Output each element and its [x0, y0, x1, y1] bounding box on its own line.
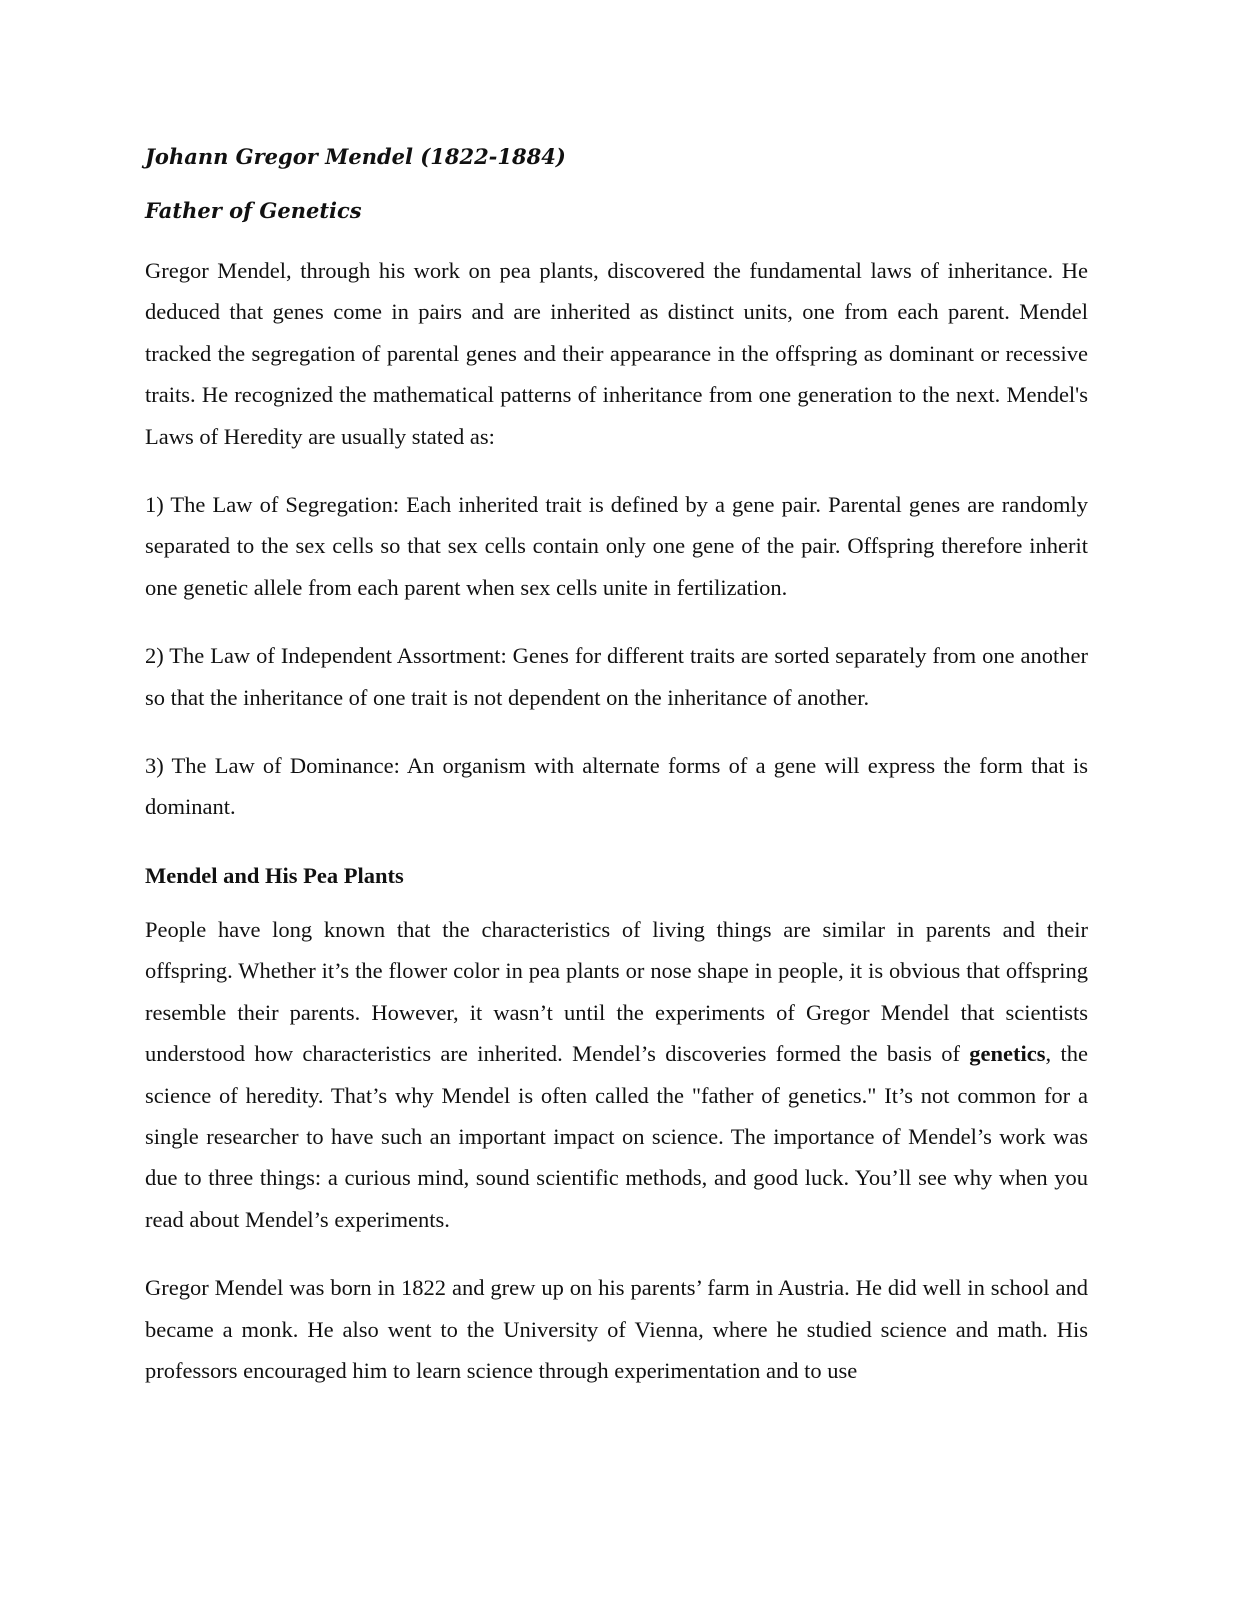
intro-paragraph: Gregor Mendel, through his work on pea plants, discovered the fundamental laws of inheritance. He deduced that genes come in pairs and are inherited as distinct units, one from each parent. Mendel tracked the segregation of parental genes and their appearance in the offspring as dominant or recessive traits. He recognized the mathematical patterns of inheritance from one generation to the next. Mendel's Laws of Heredity are usually stated as: [145, 258, 1088, 449]
law-independent-assortment-paragraph: 2) The Law of Independent Assortment: Genes for different traits are sorted separately from one another so that the inheritance of one trait is not dependent on the inheritance of another. [145, 643, 1088, 710]
paragraph-text: People have long known that the characteristics of living things are similar in parents and their offspring. Whether it’s the flower color in pea plants or nose shape in people, it is obvious that offspring resemble their parents. However, it wasn’t until the experiments of Gregor Mendel that scientists understood how characteristics are inherited. Mendel’s discoveries formed the basis of [145, 916, 1088, 1067]
law-segregation-paragraph: 1) The Law of Segregation: Each inherited trait is defined by a gene pair. Parental genes are randomly separated to the sex cells so that sex cells contain only one gene of the pair. Offspring therefore inherit one genetic allele from each parent when sex cells unite in fertilization. [145, 492, 1088, 600]
pea-plants-paragraph [145, 909, 1088, 1240]
biography-paragraph: Gregor Mendel was born in 1822 and grew up on his parents’ farm in Austria. He did well in school and became a monk. He also went to the University of Vienna, where he studied science and math. His professors encouraged him to learn science through experimentation and to use [145, 1275, 1088, 1383]
paragraph-text: , the science of heredity. That’s why Mendel is often called the "father of genetics." It’s not common for a single researcher to have such an important impact on science. The importance of Mendel’s work was due to three things: a curious mind, sound scientific methods, and good luck. You’ll see why when you read about Mendel’s experiments. [145, 1041, 1088, 1232]
document-body [145, 140, 1088, 1391]
key-term: genetics [969, 1041, 1046, 1067]
section-heading: Mendel and His Pea Plants [145, 862, 404, 888]
page-title: Johann Gregor Mendel (1822-1884) [145, 144, 566, 169]
page-subtitle: Father of Genetics [145, 198, 362, 223]
law-dominance-paragraph: 3) The Law of Dominance: An organism with alternate forms of a gene will express the form that is dominant. [145, 753, 1088, 820]
